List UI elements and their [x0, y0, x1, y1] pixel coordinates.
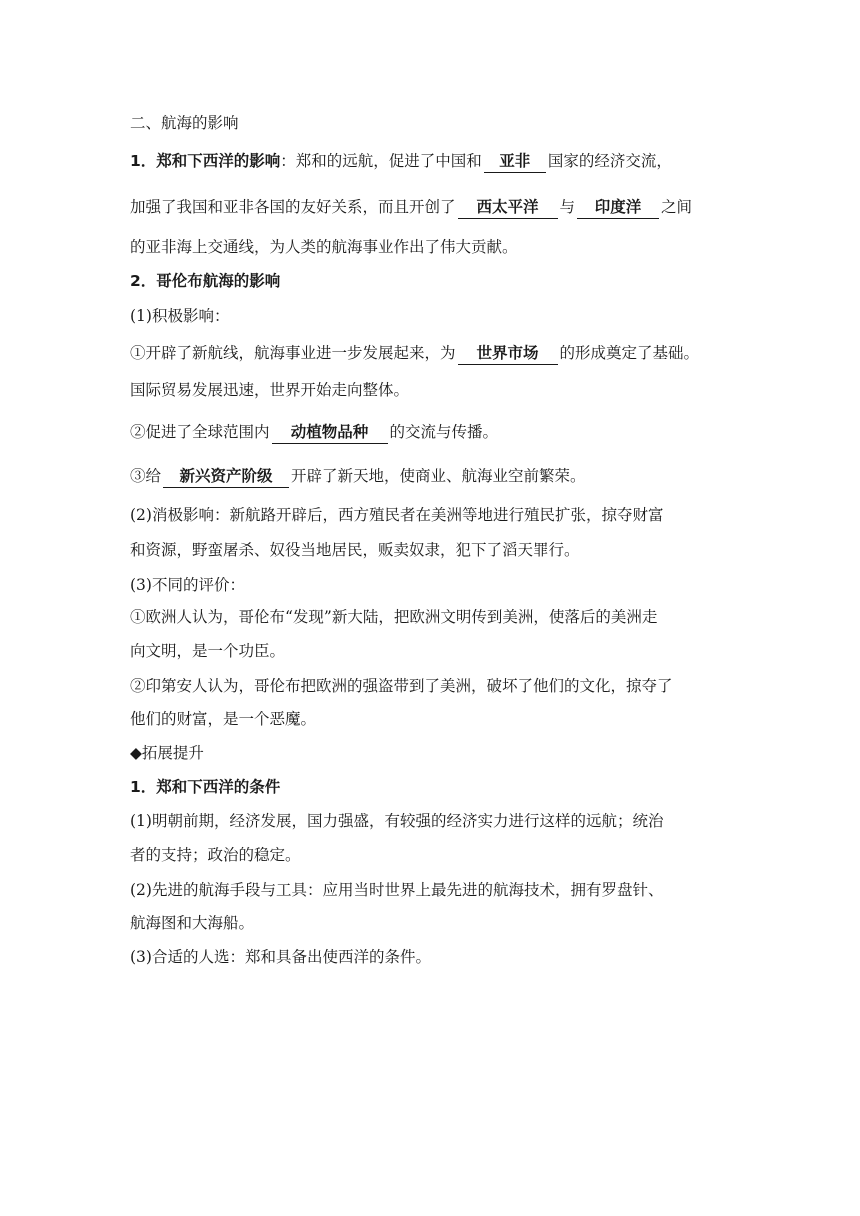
evaluation-2-line-2: 他们的财富，是一个恶魔。 — [130, 710, 317, 728]
zheng-title: 1．郑和下西洋的影响 — [130, 152, 281, 170]
extension-heading: ◆拓展提升 — [130, 744, 204, 762]
positive-item-2: ②促进了全球范围内 动植物品种 的交流与传播。 — [130, 420, 498, 444]
blank-west-pacific: 西太平洋 — [458, 197, 558, 219]
blank-bourgeoisie: 新兴资产阶级 — [163, 466, 289, 488]
blank-asia-africa: 亚非 — [484, 151, 546, 173]
evaluation-label: (3)不同的评价： — [130, 576, 245, 594]
condition-2-line-1: (2)先进的航海手段与工具：应用当时世界上最先进的航海技术，拥有罗盘针、 — [130, 881, 664, 899]
section-heading: 二、航海的影响 — [130, 114, 239, 132]
evaluation-1-line-1: ①欧洲人认为，哥伦布“发现”新大陆，把欧洲文明传到美洲，使落后的美洲走 — [130, 608, 658, 626]
condition-2-line-2: 航海图和大海船。 — [130, 914, 255, 932]
blank-indian-ocean: 印度洋 — [577, 197, 659, 219]
blank-species: 动植物品种 — [272, 422, 388, 444]
blank-world-market: 世界市场 — [458, 343, 558, 365]
negative-line-2: 和资源，野蛮屠杀、奴役当地居民，贩卖奴隶，犯下了滔天罪行。 — [130, 541, 580, 559]
condition-1-line-1: (1)明朝前期，经济发展，国力强盛，有较强的经济实力进行这样的远航；统治 — [130, 812, 664, 830]
evaluation-2-line-1: ②印第安人认为，哥伦布把欧洲的强盗带到了美洲，破坏了他们的文化，掠夺了 — [130, 677, 673, 695]
zheng-line-3: 的亚非海上交通线，为人类的航海事业作出了伟大贡献。 — [130, 238, 518, 256]
positive-label: (1)积极影响： — [130, 307, 230, 325]
positive-item-1-cont: 国际贸易发展迅速，世界开始走向整体。 — [130, 381, 410, 399]
zheng-line-1: 1．郑和下西洋的影响：郑和的远航，促进了中国和 亚非 国家的经济交流， — [130, 149, 672, 173]
condition-1-line-2: 者的支持；政治的稳定。 — [130, 846, 301, 864]
positive-item-3: ③给 新兴资产阶级 开辟了新天地，使商业、航海业空前繁荣。 — [130, 464, 586, 488]
positive-item-1: ①开辟了新航线，航海事业进一步发展起来，为 世界市场 的形成奠定了基础。 — [130, 341, 699, 365]
negative-line-1: (2)消极影响：新航路开辟后，西方殖民者在美洲等地进行殖民扩张，掠夺财富 — [130, 506, 664, 524]
zheng-line-2: 加强了我国和亚非各国的友好关系，而且开创了 西太平洋 与 印度洋 之间 — [130, 195, 692, 219]
condition-3: (3)合适的人选：郑和具备出使西洋的条件。 — [130, 948, 431, 966]
extension-title: 1．郑和下西洋的条件 — [130, 778, 281, 796]
columbus-title: 2．哥伦布航海的影响 — [130, 272, 281, 290]
evaluation-1-line-2: 向文明，是一个功臣。 — [130, 642, 286, 660]
